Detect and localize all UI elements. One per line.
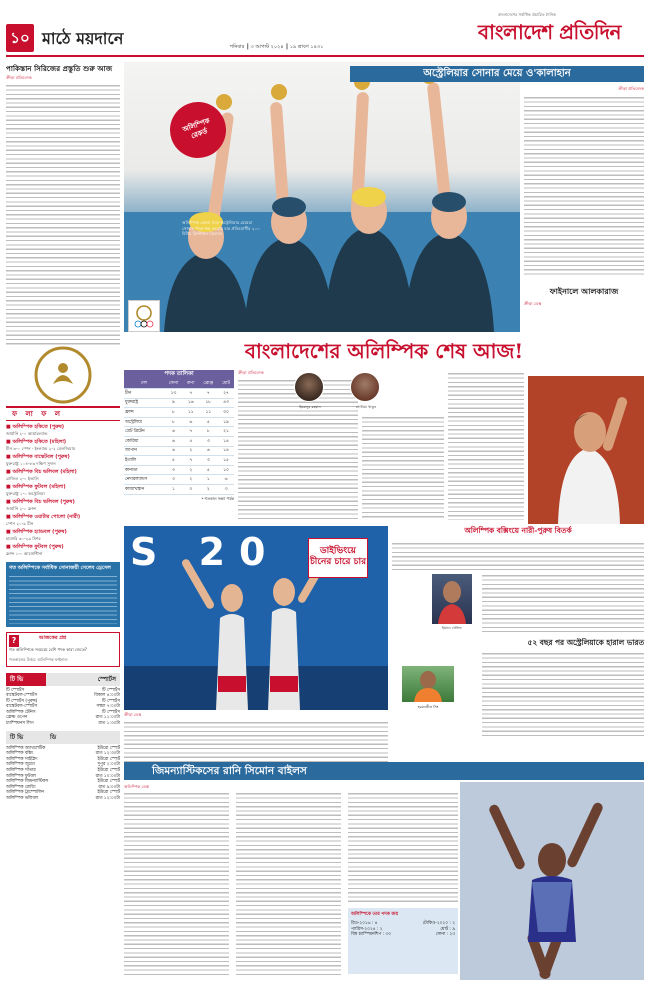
medal-cell: ১৫: [218, 456, 234, 466]
simone-story: অলিম্পিক ডেস্ক অলিম্পিকে তার পদক জয় রিও-২০১৬ : ৪ টোকিও-২০২০ : ২ প্যারিস-২০২৪ : ২ মোট : ৯ বিশ্ব চ্যাম্পিয়নশিপ : ৩০ সোনা : ২৩: [124, 784, 458, 980]
medal-cell: ১: [199, 475, 218, 485]
medal-cell: ৫: [164, 456, 183, 466]
tv-cell: রাত ৯:০০টা: [98, 784, 120, 790]
medal-cell: ২: [183, 465, 199, 475]
india-story-photo: [402, 666, 454, 702]
tv-cell: রাত ১০:০০টা: [95, 773, 120, 779]
tv-cell: অলিম্পিক ট্রাম্পোলিন: [6, 790, 44, 796]
stat-cell: মোট : ৯: [440, 926, 455, 932]
tv-cell: অলিম্পিক সাঁতার: [6, 768, 36, 774]
tv-cell: অলিম্পিক বক্সিং: [6, 751, 34, 757]
tv-cell: অলিম্পিক জিমন্যাস্টিকস: [6, 779, 49, 785]
masthead-logo: বাংলাদেশ প্রতিদিন: [478, 20, 621, 44]
medal-cell: ৩: [164, 465, 183, 475]
medal-cell: ৫: [199, 465, 218, 475]
tv-cell: অলিম্পিক টেনিস: [6, 709, 36, 715]
tv-cell: রাত ১:৩০টা: [98, 721, 120, 727]
medal-cell: ৩: [199, 456, 218, 466]
medal-cell: ১১: [183, 408, 199, 418]
alcaraz-photo: [528, 376, 644, 524]
medal-row: [124, 475, 234, 485]
medal-row: [124, 465, 234, 475]
result-item: [6, 424, 120, 436]
medal-cell: ৩: [218, 485, 234, 495]
medal-cell: ১৮: [199, 398, 218, 408]
medal-cell: কাজাখস্তান: [124, 485, 164, 495]
header-rule: [6, 55, 644, 57]
result-detail: জার্মানি ২-০ আয়ারল্যান্ড: [6, 431, 48, 436]
medal-cell: ১: [164, 485, 183, 495]
medal-cell: ২১: [218, 427, 234, 437]
gender-story: অলিম্পিক বক্সিংয়ে নারী-পুরুষ বিতর্ক ইমানে খেলিফ: [392, 526, 644, 636]
medal-row: [124, 437, 234, 447]
tv-row: [6, 721, 120, 727]
tv-cell: অলিম্পিক জুডো: [6, 762, 35, 768]
india-story-title: ৫২ বছর পর অস্ট্রেলিয়াকে হারাল ভারত: [527, 638, 644, 647]
medal-cell: ১৬: [183, 398, 199, 408]
india-story: ৫২ বছর পর অস্ট্রেলিয়াকে হারাল ভারত হরমনপ্রীত সিং: [392, 638, 644, 742]
result-item: [6, 484, 120, 496]
medal-cell: ৬: [218, 475, 234, 485]
tv-cell: রাত ১১:০০টা: [95, 715, 120, 721]
medal-row: [124, 427, 234, 437]
pakistan-byline: ক্রীড়া প্রতিবেদক: [6, 75, 32, 80]
tv-cell: টি স্পোর্টস: [101, 687, 120, 693]
result-item: [6, 439, 120, 451]
medal-cell: ১০: [218, 465, 234, 475]
result-detail: হাঙ্গেরি ৩০-২৯ মিশর: [6, 536, 41, 541]
medal-cell: অস্ট্রেলিয়া: [124, 417, 164, 427]
tv-header-1: টি ভি স্পোর্টস: [6, 673, 120, 686]
medal-cell: ৩: [164, 475, 183, 485]
result-title: ■ অলিম্পিক হকিতে (মহিলা): [6, 439, 67, 445]
medal-cell: কোরিয়া: [124, 437, 164, 447]
hero-story: ক্রীড়া প্রতিবেদক ফাইনালে আলকারাজ ক্রীড়া ডেস্ক: [524, 86, 644, 306]
medal-header-cell: ব্রোঞ্জ: [199, 379, 218, 389]
gender-story-photo: [432, 574, 472, 624]
medal-header-cell: সোনা: [164, 379, 183, 389]
result-item: [6, 514, 120, 526]
medal-row: [124, 417, 234, 427]
result-detail: জার্মানি ২-০ ফ্রান্স: [6, 506, 37, 511]
olympic-logo: [6, 346, 120, 406]
medal-cell: যুক্তরাষ্ট্র: [124, 398, 164, 408]
simone-stats-box: অলিম্পিকে তার পদক জয় রিও-২০১৬ : ৪ টোকিও-২০২০ : ২ প্যারিস-২০২৪ : ২ মোট : ৯ বিশ্ব চ্যাম্পিয়নশিপ : ৩০ সোনা : ২৩: [348, 908, 458, 974]
stat-cell: টোকিও-২০২০ : ২: [422, 921, 455, 926]
result-item: [6, 499, 120, 511]
medal-cell: ৬: [164, 446, 183, 456]
final-title: ফাইনালে আলকারাজ: [549, 287, 619, 296]
medal-table: [124, 370, 234, 520]
pakistan-body: [6, 84, 120, 346]
medal-cell: ২: [183, 475, 199, 485]
medal-row: [124, 456, 234, 466]
tv-row: [6, 796, 120, 802]
stat-row: [351, 932, 455, 938]
medal-footnote: * গতকাল সন্ধ্যা পর্যন্ত: [201, 495, 234, 501]
result-title: ■ অলিম্পিক বিচ ভলিবল (মহিলা): [6, 469, 77, 475]
medal-cell: ৩: [199, 437, 218, 447]
result-title: ■ অলিম্পিক হ্যান্ডবল (পুরুষ): [6, 529, 67, 535]
masthead-tagline: বাংলাদেশের সর্বাধিক প্রচারিত দৈনিক: [498, 12, 556, 17]
tv-cell: অলিম্পিক ভলিবল: [6, 796, 38, 801]
result-detail: যুক্তরাষ্ট্র ১০৪-৮৩ দক্ষিণ সুদান: [6, 461, 56, 466]
olympic-story-col2: [362, 416, 444, 520]
medal-row: [124, 389, 234, 399]
tv-cell: রাত ১২:৩০টা: [95, 751, 120, 757]
result-detail: স্পেন ২০-৯ চীন: [6, 521, 34, 526]
sidebar-box-title: গত অলিম্পিকে সর্বাধিক সোনাজয়ী সেলেব ড্রেসেল: [9, 565, 111, 571]
result-title: ■ অলিম্পিক বাস্কেটবল (পুরুষ): [6, 454, 70, 460]
tv-cell: বাস্কেটবল-স্পোর্টস: [6, 693, 38, 699]
medal-row: [124, 398, 234, 408]
medal-cell: ৭: [183, 427, 199, 437]
tv-cell: সন্ধ্যা ৭:০০টা: [96, 704, 120, 710]
results-list: [6, 424, 120, 556]
medal-cell: ৭: [183, 389, 199, 399]
stat-cell: রিও-২০১৬ : ৪: [351, 921, 378, 926]
result-title: ■ অলিম্পিক ফুটবল (মহিলা): [6, 484, 66, 490]
medal-cell: নেদারল্যান্ডস: [124, 475, 164, 485]
medal-table-grid: [124, 379, 234, 495]
medal-cell: ৬: [164, 437, 183, 447]
medal-cell: ৪৩: [218, 398, 234, 408]
medal-cell: ১৯: [218, 417, 234, 427]
question-mark-icon: ?: [9, 635, 19, 647]
medal-header-cell: দেশ: [124, 379, 164, 389]
medal-cell: ৬: [199, 446, 218, 456]
quiz-answer: গতকালের উত্তর: অলিম্পিক ফাইনাল: [9, 656, 68, 662]
result-item: [6, 454, 120, 466]
medal-row: [124, 485, 234, 495]
page-header: [0, 0, 650, 60]
results-header: ফ লা ফ ল: [6, 406, 120, 421]
quiz-label: আজকের প্রশ্ন: [39, 634, 67, 641]
tv-cell: ইউরো স্পোর্ট: [97, 756, 120, 762]
tv-cell: বাস্কেটবল-স্পোর্টস: [6, 704, 38, 710]
olympic-story-col3: [448, 372, 524, 520]
medal-cell: ৬: [164, 427, 183, 437]
tv-cell: টি স্পোর্টস (পুরুষ): [6, 698, 38, 704]
medal-cell: ১৪: [218, 446, 234, 456]
medal-row: [124, 408, 234, 418]
medal-cell: ৮: [164, 408, 183, 418]
medal-cell: ৫: [199, 417, 218, 427]
tv-cell: অলিম্পিক ফুটবল: [6, 773, 36, 779]
hero-photo: [124, 62, 520, 332]
tv-cell: বিকাল ৪:০০টা: [94, 693, 120, 699]
medal-cell: ইতালি: [124, 456, 164, 466]
result-detail: যুক্তরাষ্ট্র ১-০ অস্ট্রেলিয়া: [6, 491, 45, 496]
pakistan-headline: পাকিস্তান সিরিজের প্রস্তুতি শুরু আজ: [6, 64, 113, 73]
medal-cell: ২৭: [218, 389, 234, 399]
tv-cell: টি স্পোর্টস: [101, 698, 120, 704]
medal-cell: ১৪: [218, 437, 234, 447]
simone-title: জিমন্যাস্টিকসের রানি সিমোন বাইলস: [124, 762, 644, 780]
medal-header-cell: মোট: [218, 379, 234, 389]
medal-cell: ৮: [199, 427, 218, 437]
medal-cell: ৭: [199, 389, 218, 399]
medal-header-cell: রুপা: [183, 379, 199, 389]
athlete-photo-left: [294, 372, 324, 402]
tv-cell: রাত ১২:০০টা: [95, 796, 120, 801]
page-number: ১০: [6, 24, 34, 52]
result-title: ■ অলিম্পিক হকিতে (পুরুষ): [6, 424, 65, 430]
medal-cell: ৫: [183, 437, 199, 447]
medal-cell: কানাডা: [124, 465, 164, 475]
sidebar-box: [6, 562, 120, 627]
medal-table-title: পদক তালিকা: [124, 370, 234, 379]
athlete-photo-right: [350, 372, 380, 402]
hero-title: অস্ট্রেলিয়ার সোনার মেয়ে ও'কালাহান: [350, 66, 644, 82]
tv-cell: টি স্পোর্টস: [6, 687, 25, 693]
medal-cell: ৮: [164, 417, 183, 427]
tv-cell: ইউরো স্পোর্ট: [97, 790, 120, 796]
stat-cell: প্যারিস-২০২৪ : ২: [351, 926, 383, 932]
tv-cell: ইউরো স্পোর্ট: [97, 745, 120, 751]
simone-photo: [460, 782, 644, 980]
tv-cell: ইউরো স্পোর্ট: [97, 779, 120, 785]
tv-header-2: টি ভি ডি: [6, 731, 120, 744]
medal-row: [124, 446, 234, 456]
medal-cell: ২: [183, 446, 199, 456]
hero-caption: অলিম্পিক রেকর্ড গড়ে অস্ট্রেলিয়ার মেয়েরা সোনার পদক জয় করেছে চার প্রতিযোগীর ২০০ মিটার ফ্রিস্টাইল রিলেতে: [182, 220, 260, 237]
result-item: [6, 529, 120, 541]
diving-title: ডাইভিংয়ে চীনের চারে চার: [308, 538, 368, 578]
quiz-question: গত অলিম্পিকে সবচেয়ে বেশি পদক কারা জেতে?: [9, 646, 87, 652]
medal-cell: ৩০: [218, 408, 234, 418]
result-title: ■ অলিম্পিক বিচ ভলিবল (পুরুষ): [6, 499, 75, 505]
medal-cell: ২: [199, 485, 218, 495]
stat-cell: সোনা : ২৩: [435, 932, 455, 938]
tv-cell: অলিম্পিক অ্যাথলেটিক: [6, 745, 46, 751]
medal-cell: জাপান: [124, 446, 164, 456]
medal-cell: ৬: [183, 417, 199, 427]
tv-schedule-1: [6, 688, 120, 727]
date-line: শনিবার ║ ৩ আগস্ট ২০২৪ ║ ১৯ শ্রাবণ ১৪৩১: [230, 44, 324, 50]
stat-cell: বিশ্ব চ্যাম্পিয়নশিপ : ৩০: [351, 932, 392, 938]
record-badge: অলিম্পিক রেকর্ড: [162, 94, 234, 166]
tv-cell: ফ্রেঞ্চ ওপেন: [6, 715, 28, 721]
tv-schedule-2: [6, 746, 120, 802]
result-title: ■ অলিম্পিক ফুটবল (পুরুষ): [6, 544, 64, 550]
banner-title: বাংলাদেশের অলিম্পিক শেষ আজ!: [244, 339, 524, 363]
tv-cell: অলিম্পিক সাইক্লিং: [6, 756, 38, 762]
tv-cell: দুপুর ২:০০টা: [97, 762, 120, 768]
medal-cell: গ্রেট ব্রিটেন: [124, 427, 164, 437]
result-detail: চীন ৩-০ স্পেন · ইংল্যান্ড ২-২ বেলজিয়াম: [6, 446, 76, 451]
olympic-story: ক্রীড়া প্রতিবেদক: [238, 370, 358, 520]
scoreboard-text: S 20: [130, 530, 280, 574]
section-title: মাঠে ময়দানে: [42, 29, 124, 48]
tv-cell: টি স্পোর্টস: [101, 709, 120, 715]
result-item: [6, 469, 120, 481]
result-detail: ফ্রান্স ১-০ আর্জেন্টিনা: [6, 551, 43, 556]
result-item: [6, 544, 120, 556]
medal-cell: ১১: [199, 408, 218, 418]
result-title: ■ অলিম্পিক ওয়াটার পোলো (নারী): [6, 514, 81, 520]
medal-cell: চীন: [124, 389, 164, 399]
result-detail: ব্রাজিল ২-০ ইতালি: [6, 476, 39, 481]
gender-story-title: অলিম্পিক বক্সিংয়ে নারী-পুরুষ বিতর্ক: [464, 526, 572, 535]
tv-cell: অলিম্পিক রোয়িং: [6, 784, 36, 790]
quiz-box: [6, 632, 120, 667]
medal-cell: ০: [183, 485, 199, 495]
medal-cell: ১৩: [164, 389, 183, 399]
left-column: [6, 60, 120, 980]
medal-cell: ৯: [164, 398, 183, 408]
medal-cell: ফ্রান্স: [124, 408, 164, 418]
olympic-rings-logo: [128, 300, 160, 332]
diving-story: ক্রীড়া ডেস্ক: [124, 712, 388, 762]
medal-cell: ৭: [183, 456, 199, 466]
tv-cell: চ্যাম্পিয়নস লিগ: [6, 721, 34, 727]
athlete-portraits: ইমরানুর রহমান সোনিয়া খাতুন: [290, 372, 400, 412]
tv-cell: ইউরো স্পোর্ট: [97, 768, 120, 774]
